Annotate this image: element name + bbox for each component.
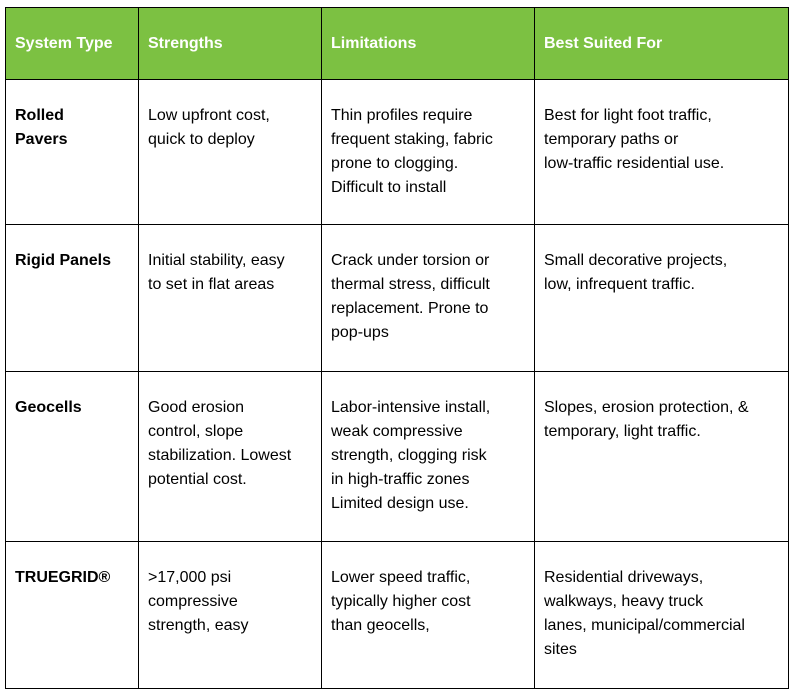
- cell-strengths: [139, 225, 322, 372]
- cell-line: than geocells,: [331, 617, 430, 634]
- cell-line: weak compressive: [331, 423, 463, 440]
- cell-strengths: [139, 80, 322, 225]
- cell-system-type: [6, 225, 139, 372]
- cell-line: low-traffic residential use.: [544, 155, 725, 172]
- cell-line: Crack under torsion or: [331, 252, 490, 269]
- header-system-type: System Type: [6, 8, 139, 80]
- cell-line: Limited design use.: [331, 495, 469, 512]
- cell-best-suited-for: [535, 225, 789, 372]
- cell-line: strength, clogging risk: [331, 447, 487, 464]
- cell-limitations: [322, 225, 535, 372]
- cell-line: lanes, municipal/commercial: [544, 617, 745, 634]
- cell-line: quick to deploy: [148, 131, 255, 148]
- cell-line: Low upfront cost,: [148, 107, 270, 124]
- cell-line: replacement. Prone to: [331, 300, 489, 317]
- cell-line: Thin profiles require: [331, 107, 473, 124]
- cell-line: temporary, light traffic.: [544, 423, 701, 440]
- cell-line: thermal stress, difficult: [331, 276, 490, 293]
- cell-line: frequent staking, fabric: [331, 131, 493, 148]
- cell-line: low, infrequent traffic.: [544, 276, 695, 293]
- table-row: [6, 372, 789, 542]
- cell-line: Rigid Panels: [15, 252, 112, 269]
- cell-line: typically higher cost: [331, 593, 471, 610]
- comparison-table: [5, 7, 789, 689]
- table-row: [6, 542, 789, 689]
- cell-line: Rolled: [15, 107, 64, 124]
- cell-line: TRUEGRID®: [15, 569, 111, 586]
- cell-line: Pavers: [15, 131, 68, 148]
- cell-system-type: [6, 542, 139, 689]
- cell-limitations: [322, 80, 535, 225]
- cell-system-type: [6, 372, 139, 542]
- cell-line: Best for light foot traffic,: [544, 107, 712, 124]
- cell-limitations: [322, 542, 535, 689]
- cell-best-suited-for: [535, 372, 789, 542]
- table-row: [6, 225, 789, 372]
- cell-line: Small decorative projects,: [544, 252, 728, 269]
- cell-line: Residential driveways,: [544, 569, 704, 586]
- cell-line: potential cost.: [148, 471, 247, 488]
- cell-line: walkways, heavy truck: [544, 593, 704, 610]
- cell-limitations: [322, 372, 535, 542]
- cell-line: >17,000 psi: [148, 569, 232, 586]
- cell-system-type: [6, 80, 139, 225]
- cell-line: Difficult to install: [331, 179, 447, 196]
- table-row: [6, 80, 789, 225]
- cell-line: Good erosion: [148, 399, 245, 416]
- cell-line: Slopes, erosion protection, &: [544, 399, 749, 416]
- cell-best-suited-for: [535, 542, 789, 689]
- header-strengths: Strengths: [139, 8, 322, 80]
- header-best-suited-for: Best Suited For: [535, 8, 789, 80]
- cell-strengths: [139, 542, 322, 689]
- cell-best-suited-for: [535, 80, 789, 225]
- cell-strengths: [139, 372, 322, 542]
- cell-line: Lower speed traffic,: [331, 569, 471, 586]
- cell-line: control, slope: [148, 423, 244, 440]
- cell-line: compressive: [148, 593, 238, 610]
- cell-line: pop-ups: [331, 324, 389, 341]
- header-limitations: Limitations: [322, 8, 535, 80]
- cell-line: stabilization. Lowest: [148, 447, 292, 464]
- cell-line: temporary paths or: [544, 131, 679, 148]
- cell-line: Geocells: [15, 399, 82, 416]
- header-row: [6, 8, 789, 80]
- cell-line: prone to clogging.: [331, 155, 459, 172]
- cell-line: Initial stability, easy: [148, 252, 285, 269]
- cell-line: Labor-intensive install,: [331, 399, 491, 416]
- cell-line: in high-traffic zones: [331, 471, 470, 488]
- cell-line: to set in flat areas: [148, 276, 275, 293]
- cell-line: sites: [544, 641, 577, 658]
- cell-line: strength, easy: [148, 617, 249, 634]
